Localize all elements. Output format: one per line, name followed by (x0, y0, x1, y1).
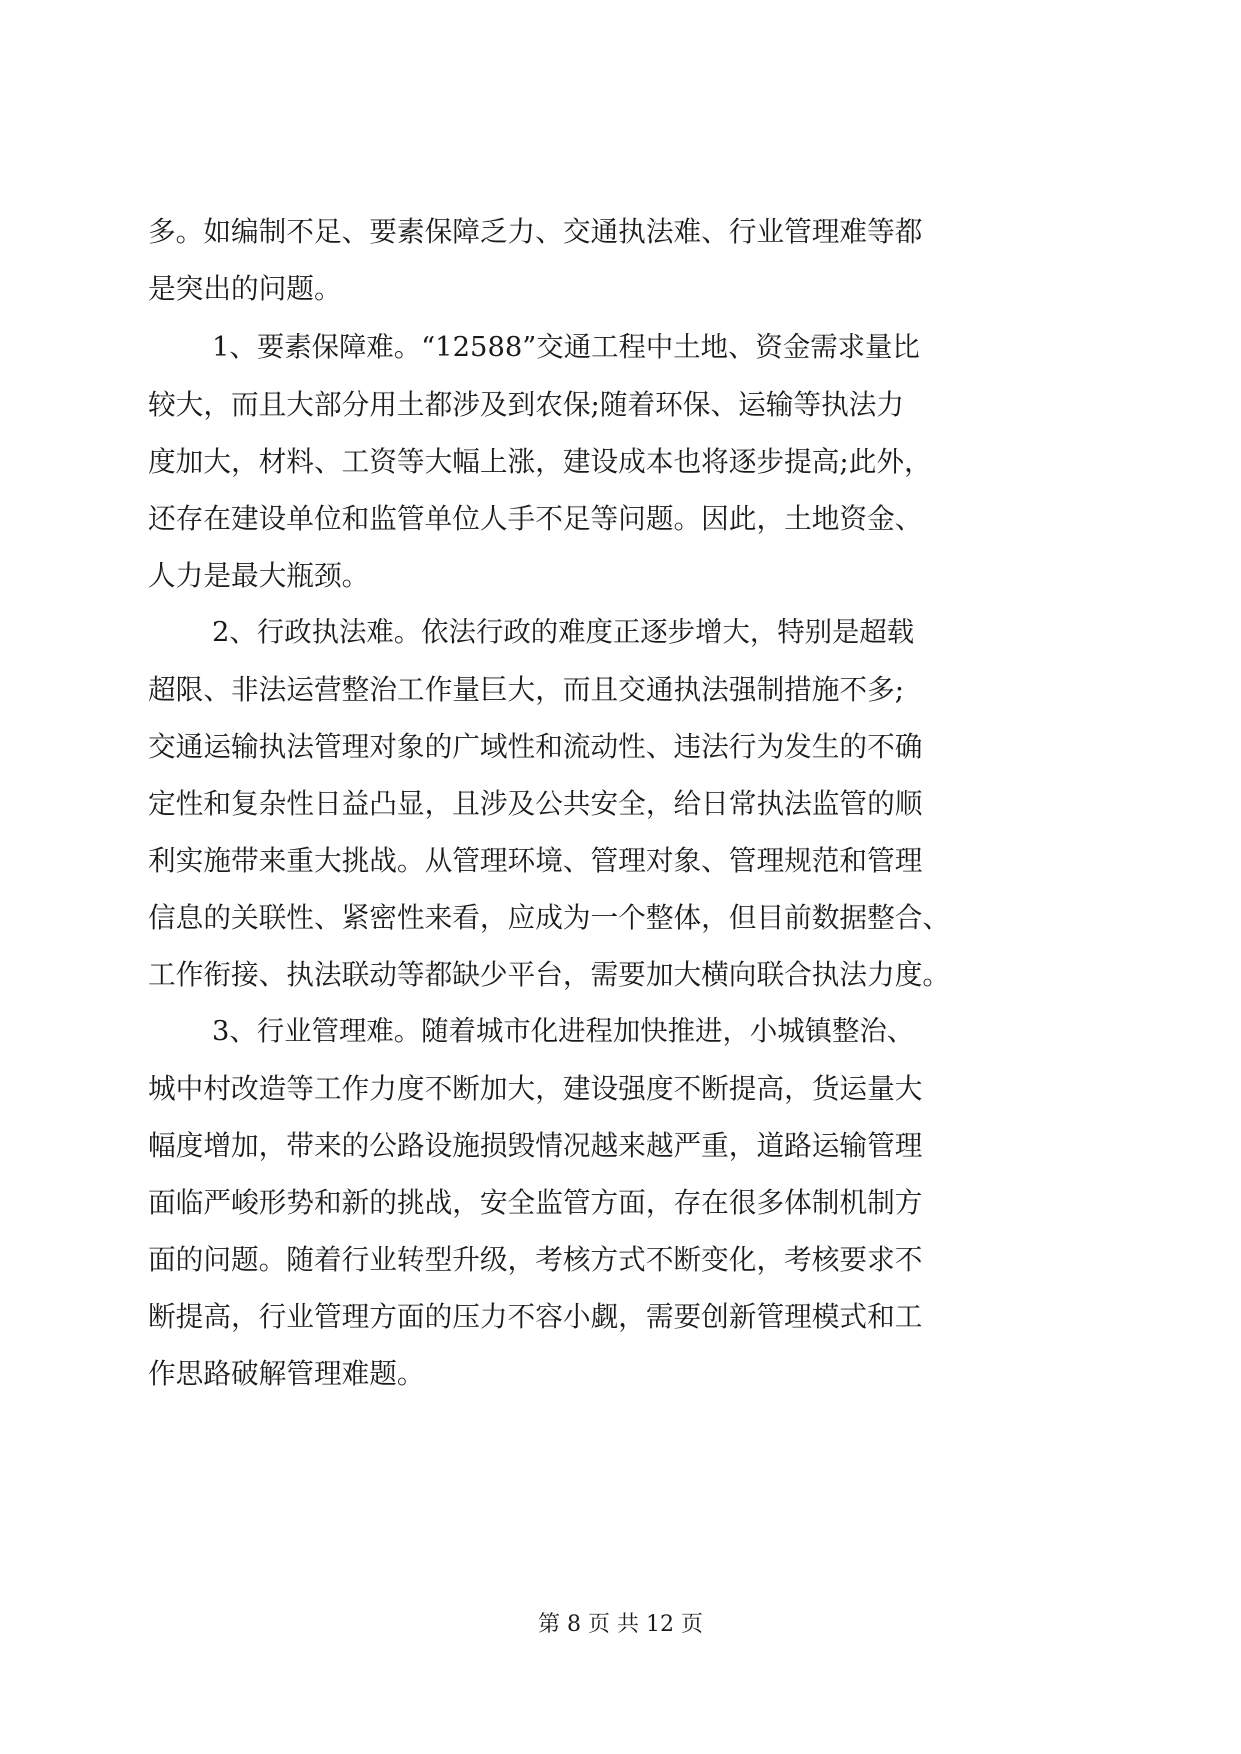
line-text: 人力是最大瓶颈。 (148, 559, 370, 592)
text-line (0, 1228, 1241, 1292)
line-text: 多。如编制不足、要素保障乏力、交通执法难、行业管理难等都 (148, 215, 923, 248)
line-text: 2、行政执法难。依法行政的难度正逐步增大，特别是超载 (212, 617, 915, 648)
text-line (0, 487, 1241, 551)
text-line (0, 829, 1241, 893)
text-line (0, 1000, 1241, 1064)
line-text: 断提高，行业管理方面的压力不容小觑，需要创新管理模式和工 (148, 1300, 923, 1333)
line-text: 超限、非法运营整治工作量巨大，而且交通执法强制措施不多; (148, 673, 905, 706)
text-line (0, 373, 1241, 437)
line-text: 幅度增加，带来的公路设施损毁情况越来越严重，道路运输管理 (148, 1129, 923, 1162)
line-text: 较大，而且大部分用土都涉及到农保;随着环保、运输等执法力 (148, 388, 905, 421)
line-text: 面临严峻形势和新的挑战，安全监管方面，存在很多体制机制方 (148, 1186, 923, 1219)
page-footer: 第 8 页 共 12 页 (538, 1612, 703, 1637)
text-line (0, 1285, 1241, 1349)
text-line (0, 1171, 1241, 1235)
text-line (0, 715, 1241, 779)
line-text: 城中村改造等工作力度不断加大，建设强度不断提高，货运量大 (148, 1072, 923, 1105)
text-line (0, 601, 1241, 665)
line-text: 作思路破解管理难题。 (148, 1357, 425, 1390)
text-line (0, 544, 1241, 608)
line-text: 利实施带来重大挑战。从管理环境、管理对象、管理规范和管理 (148, 844, 923, 877)
line-text: 3、行业管理难。随着城市化进程加快推进，小城镇整治、 (212, 1016, 915, 1047)
text-line (0, 772, 1241, 836)
text-line (0, 1114, 1241, 1178)
line-text: 交通运输执法管理对象的广域性和流动性、违法行为发生的不确 (148, 730, 923, 763)
text-line (0, 886, 1241, 950)
line-text: 信息的关联性、紧密性来看，应成为一个整体，但目前数据整合、 (148, 901, 951, 934)
text-line (0, 257, 1241, 321)
text-line (0, 316, 1241, 380)
line-text: 定性和复杂性日益凸显，且涉及公共安全，给日常执法监管的顺 (148, 787, 923, 820)
text-line (0, 943, 1241, 1007)
text-line (0, 200, 1241, 264)
line-text: 工作衔接、执法联动等都缺少平台，需要加大横向联合执法力度。 (148, 958, 951, 991)
line-text: 还存在建设单位和监管单位人手不足等问题。因此，土地资金、 (148, 502, 923, 535)
line-text: 1、要素保障难。“12588”交通工程中土地、资金需求量比 (212, 332, 920, 363)
line-text: 面的问题。随着行业转型升级，考核方式不断变化，考核要求不 (148, 1243, 923, 1276)
text-line (0, 1057, 1241, 1121)
text-line (0, 658, 1241, 722)
text-line (0, 1342, 1241, 1406)
line-text: 是突出的问题。 (148, 272, 342, 305)
line-text: 度加大，材料、工资等大幅上涨，建设成本也将逐步提高;此外， (148, 445, 932, 478)
text-line (0, 430, 1241, 494)
